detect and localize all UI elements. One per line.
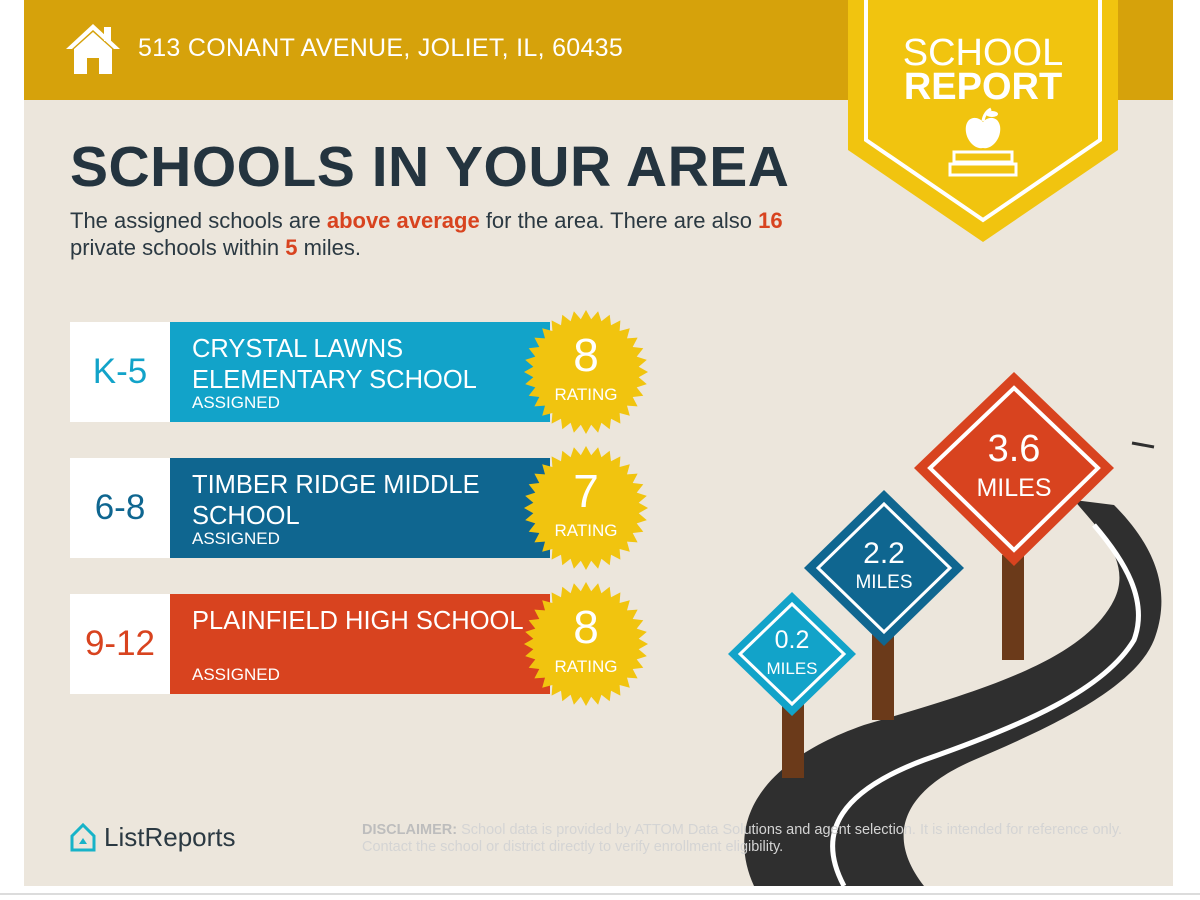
grade-range: 6-8 [70, 458, 170, 558]
summary-text: private schools within [70, 235, 286, 260]
rating-label: RATING [554, 521, 618, 540]
listreports-logo: ListReports [104, 822, 236, 852]
grade-range: 9-12 [70, 594, 170, 694]
school-name: TIMBER RIDGE MIDDLE SCHOOL [192, 471, 480, 530]
distance-value: 0.2 [774, 626, 810, 654]
badge-title-line1: SCHOOL [902, 32, 1064, 74]
sign-post [1002, 555, 1024, 660]
rating-label: RATING [554, 657, 618, 676]
school-report-card [24, 0, 1173, 886]
distance-unit: MILES [766, 659, 818, 678]
school-name: CRYSTAL LAWNS ELEMENTARY SCHOOL [192, 335, 477, 394]
summary-text: miles. [297, 235, 362, 260]
property-address: 513 CONANT AVENUE, JOLIET, IL, 60435 [138, 34, 624, 62]
rating-value: 7 [573, 465, 599, 517]
distance-unit: MILES [855, 572, 913, 593]
school-status: ASSIGNED [192, 665, 280, 684]
summary-text: for the area. There are also [479, 208, 759, 233]
distance-unit: MILES [976, 474, 1052, 502]
school-status: ASSIGNED [192, 529, 280, 548]
distance-value: 2.2 [863, 537, 905, 570]
disclaimer-text: School data is provided by ATTOM Data Solutions and agent selection. It is intended for reference only. Contact the school or district directly to verify enrollment eligibility. [362, 822, 1123, 855]
summary-text: The assigned schools are [70, 208, 327, 233]
grade-range: K-5 [70, 322, 170, 422]
disclaimer [362, 822, 1132, 856]
listreports-logo-icon [68, 822, 98, 854]
page-divider [0, 893, 1200, 895]
summary-highlight: above average [326, 208, 480, 233]
private-school-count: 16 [758, 208, 783, 233]
school-status: ASSIGNED [192, 393, 280, 412]
school-name: PLAINFIELD HIGH SCHOOL [192, 607, 524, 635]
rating-value: 8 [573, 329, 599, 381]
page-title: SCHOOLS IN YOUR AREA [70, 135, 790, 199]
distance-value: 3.6 [987, 428, 1041, 470]
disclaimer-label: DISCLAIMER: [362, 822, 458, 838]
rating-label: RATING [554, 385, 618, 404]
rating-value: 8 [573, 601, 599, 653]
badge-title-line2: REPORT [903, 66, 1063, 108]
radius-miles: 5 [285, 235, 298, 260]
